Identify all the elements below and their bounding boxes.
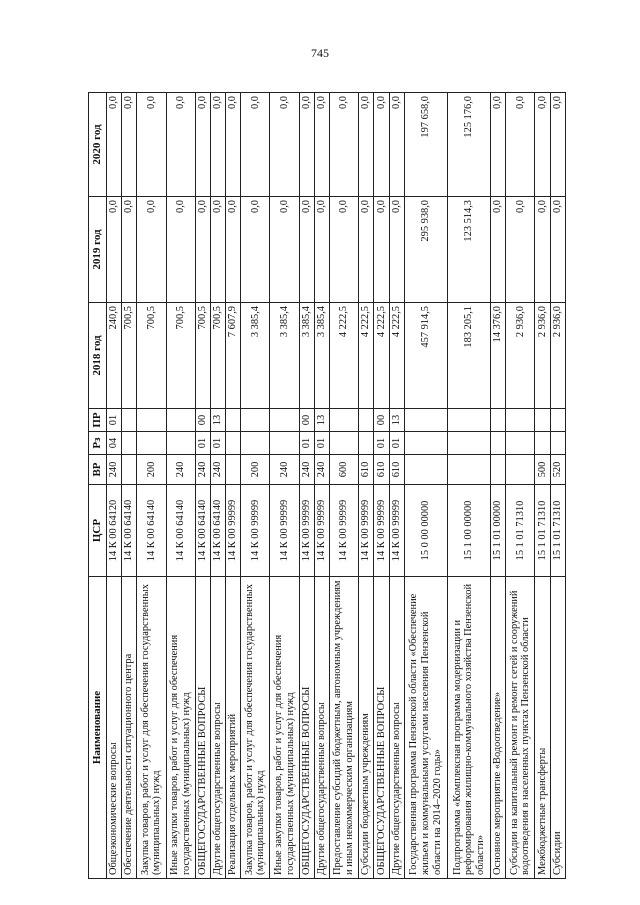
table-row bbox=[491, 93, 506, 879]
cell-2020: 0,0 bbox=[270, 93, 299, 197]
cell-vr: 610 bbox=[359, 455, 374, 485]
cell-rz bbox=[359, 432, 374, 455]
cell-2020: 0,0 bbox=[314, 93, 329, 197]
cell-2019: 0,0 bbox=[270, 197, 299, 303]
cell-2020: 0,0 bbox=[374, 93, 389, 197]
cell-vr: 240 bbox=[270, 455, 299, 485]
cell-csr: 14 К 00 99999 bbox=[330, 485, 359, 577]
cell-pr bbox=[359, 409, 374, 432]
cell-csr: 14 К 00 64120 bbox=[107, 485, 122, 577]
cell-csr: 15 1 01 71310 bbox=[550, 485, 565, 577]
cell-2020: 0,0 bbox=[330, 93, 359, 197]
header-csr: ЦСР bbox=[89, 485, 107, 577]
cell-name: Основное мероприятие «Водоотведение» bbox=[491, 577, 506, 879]
table-row bbox=[359, 93, 374, 879]
cell-rz bbox=[535, 432, 550, 455]
cell-rz: 01 bbox=[314, 432, 329, 455]
cell-name: Субсидии на капитальный ремонт и ремонт сетей и сооружений водоотведения в населенных пунктах Пензенской области bbox=[506, 577, 535, 879]
cell-2019: 0,0 bbox=[330, 197, 359, 303]
cell-2018: 700,5 bbox=[137, 303, 166, 409]
cell-2020: 0,0 bbox=[166, 93, 195, 197]
cell-pr bbox=[447, 409, 490, 432]
cell-2018: 7 607,9 bbox=[226, 303, 241, 409]
cell-csr: 15 0 00 00000 bbox=[404, 485, 447, 577]
cell-2019: 0,0 bbox=[166, 197, 195, 303]
cell-2020: 0,0 bbox=[550, 93, 565, 197]
cell-rz: 01 bbox=[374, 432, 389, 455]
cell-name: Государственная программа Пензенской области «Обеспечение жильем и коммунальными услугами населения Пензенской области на 2014–2020 годы» bbox=[404, 577, 447, 879]
cell-2018: 4 222,5 bbox=[374, 303, 389, 409]
table-row bbox=[447, 93, 490, 879]
table-row bbox=[299, 93, 314, 879]
cell-2020: 0,0 bbox=[195, 93, 210, 197]
cell-vr: 240 bbox=[195, 455, 210, 485]
cell-2018: 700,5 bbox=[122, 303, 137, 409]
cell-2020: 0,0 bbox=[241, 93, 270, 197]
cell-pr bbox=[506, 409, 535, 432]
cell-rz bbox=[241, 432, 270, 455]
cell-rz bbox=[330, 432, 359, 455]
cell-name: Межбюджетные трансферты bbox=[535, 577, 550, 879]
cell-csr: 14 К 00 64140 bbox=[137, 485, 166, 577]
cell-csr: 14 К 00 99999 bbox=[241, 485, 270, 577]
cell-pr bbox=[491, 409, 506, 432]
cell-vr: 610 bbox=[374, 455, 389, 485]
cell-name: Общеэкономические вопросы bbox=[107, 577, 122, 879]
cell-name: Другие общегосударственные вопросы bbox=[389, 577, 404, 879]
cell-2018: 3 385,4 bbox=[314, 303, 329, 409]
cell-csr: 14 К 00 99999 bbox=[226, 485, 241, 577]
table-row bbox=[226, 93, 241, 879]
cell-vr bbox=[447, 455, 490, 485]
cell-pr bbox=[270, 409, 299, 432]
cell-2020: 0,0 bbox=[506, 93, 535, 197]
table-row bbox=[270, 93, 299, 879]
cell-vr: 200 bbox=[137, 455, 166, 485]
table-row bbox=[389, 93, 404, 879]
cell-2019: 0,0 bbox=[374, 197, 389, 303]
header-2019: 2019 год bbox=[89, 197, 107, 303]
header-vr: ВР bbox=[89, 455, 107, 485]
header-rz: Рз bbox=[89, 432, 107, 455]
cell-pr bbox=[226, 409, 241, 432]
table-row bbox=[550, 93, 565, 879]
cell-rz: 01 bbox=[299, 432, 314, 455]
cell-csr: 14 К 00 99999 bbox=[374, 485, 389, 577]
cell-pr bbox=[404, 409, 447, 432]
cell-2020: 0,0 bbox=[535, 93, 550, 197]
cell-pr: 13 bbox=[314, 409, 329, 432]
cell-2019: 0,0 bbox=[122, 197, 137, 303]
cell-name: Субсидии bbox=[550, 577, 565, 879]
cell-2019: 0,0 bbox=[137, 197, 166, 303]
cell-vr: 610 bbox=[389, 455, 404, 485]
cell-pr: 00 bbox=[299, 409, 314, 432]
cell-pr: 00 bbox=[374, 409, 389, 432]
table-body bbox=[107, 93, 566, 879]
table-row bbox=[404, 93, 447, 879]
cell-vr: 240 bbox=[210, 455, 225, 485]
cell-vr bbox=[491, 455, 506, 485]
table-row bbox=[241, 93, 270, 879]
cell-name: Предоставление субсидий бюджетным, автономным учреждениям и иным некоммерческим организациям bbox=[330, 577, 359, 879]
cell-csr: 14 К 00 99999 bbox=[359, 485, 374, 577]
cell-rz bbox=[270, 432, 299, 455]
cell-2019: 0,0 bbox=[491, 197, 506, 303]
cell-name: Иные закупки товаров, работ и услуг для обеспечения государственных (муниципальных) нужд bbox=[270, 577, 299, 879]
cell-pr bbox=[122, 409, 137, 432]
cell-2019: 123 514,3 bbox=[447, 197, 490, 303]
cell-2019: 0,0 bbox=[535, 197, 550, 303]
cell-2019: 0,0 bbox=[299, 197, 314, 303]
cell-rz: 01 bbox=[210, 432, 225, 455]
cell-csr: 14 К 00 99999 bbox=[314, 485, 329, 577]
cell-vr: 600 bbox=[330, 455, 359, 485]
cell-2018: 4 222,5 bbox=[330, 303, 359, 409]
cell-pr: 13 bbox=[210, 409, 225, 432]
cell-2020: 0,0 bbox=[299, 93, 314, 197]
table-row bbox=[195, 93, 210, 879]
cell-rz: 01 bbox=[195, 432, 210, 455]
cell-vr bbox=[122, 455, 137, 485]
cell-name: Закупка товаров, работ и услуг для обеспечения государственных (муниципальных) нужд bbox=[137, 577, 166, 879]
cell-2018: 2 936,0 bbox=[506, 303, 535, 409]
cell-pr: 01 bbox=[107, 409, 122, 432]
cell-2019: 0,0 bbox=[210, 197, 225, 303]
header-pr: ПР bbox=[89, 409, 107, 432]
cell-rz: 01 bbox=[389, 432, 404, 455]
cell-name: ОБЩЕГОСУДАРСТВЕННЫЕ ВОПРОСЫ bbox=[299, 577, 314, 879]
table-row bbox=[137, 93, 166, 879]
cell-rz bbox=[491, 432, 506, 455]
cell-rz bbox=[122, 432, 137, 455]
cell-csr: 14 К 00 99999 bbox=[299, 485, 314, 577]
cell-2019: 0,0 bbox=[314, 197, 329, 303]
cell-2018: 4 222,5 bbox=[389, 303, 404, 409]
table-row bbox=[506, 93, 535, 879]
cell-2019: 0,0 bbox=[550, 197, 565, 303]
cell-2018: 3 385,4 bbox=[299, 303, 314, 409]
cell-vr: 240 bbox=[107, 455, 122, 485]
cell-2018: 700,5 bbox=[166, 303, 195, 409]
cell-pr: 13 bbox=[389, 409, 404, 432]
cell-2019: 0,0 bbox=[195, 197, 210, 303]
cell-2020: 0,0 bbox=[226, 93, 241, 197]
cell-2018: 183 205,1 bbox=[447, 303, 490, 409]
cell-2019: 0,0 bbox=[107, 197, 122, 303]
cell-csr: 15 1 00 00000 bbox=[447, 485, 490, 577]
cell-csr: 14 К 00 64140 bbox=[210, 485, 225, 577]
cell-name: Обеспечение деятельности ситуационного центра bbox=[122, 577, 137, 879]
page-number: 745 bbox=[311, 46, 329, 60]
cell-2019: 0,0 bbox=[226, 197, 241, 303]
cell-name: Реализация отдельных мероприятий bbox=[226, 577, 241, 879]
cell-2020: 0,0 bbox=[491, 93, 506, 197]
rotated-table-container bbox=[88, 93, 566, 879]
cell-2020: 197 658,0 bbox=[404, 93, 447, 197]
cell-pr bbox=[241, 409, 270, 432]
cell-rz bbox=[447, 432, 490, 455]
cell-2018: 3 385,4 bbox=[270, 303, 299, 409]
cell-vr: 500 bbox=[535, 455, 550, 485]
cell-rz bbox=[226, 432, 241, 455]
cell-vr: 240 bbox=[314, 455, 329, 485]
cell-2020: 0,0 bbox=[359, 93, 374, 197]
budget-table bbox=[88, 92, 566, 879]
cell-csr: 14 К 00 64140 bbox=[122, 485, 137, 577]
cell-vr: 200 bbox=[241, 455, 270, 485]
cell-2019: 295 938,0 bbox=[404, 197, 447, 303]
table-row bbox=[535, 93, 550, 879]
cell-rz bbox=[506, 432, 535, 455]
cell-vr bbox=[404, 455, 447, 485]
cell-vr: 520 bbox=[550, 455, 565, 485]
cell-csr: 15 1 01 71310 bbox=[535, 485, 550, 577]
cell-csr: 14 К 00 64140 bbox=[195, 485, 210, 577]
header-2018: 2018 год bbox=[89, 303, 107, 409]
cell-pr bbox=[137, 409, 166, 432]
cell-csr: 15 1 01 00000 bbox=[491, 485, 506, 577]
cell-name: Подпрограмма «Комплексная программа модернизации и реформирования жилищно-коммунального хозяйства Пензенской области» bbox=[447, 577, 490, 879]
cell-2018: 2 936,0 bbox=[550, 303, 565, 409]
cell-csr: 14 К 00 64140 bbox=[166, 485, 195, 577]
cell-name: Другие общегосударственные вопросы bbox=[314, 577, 329, 879]
cell-2020: 0,0 bbox=[122, 93, 137, 197]
cell-name: Субсидии бюджетным учреждениям bbox=[359, 577, 374, 879]
table-row bbox=[374, 93, 389, 879]
cell-2018: 457 914,5 bbox=[404, 303, 447, 409]
cell-pr bbox=[535, 409, 550, 432]
cell-vr: 240 bbox=[166, 455, 195, 485]
cell-csr: 14 К 00 99999 bbox=[389, 485, 404, 577]
cell-csr: 14 К 00 99999 bbox=[270, 485, 299, 577]
cell-vr bbox=[226, 455, 241, 485]
table-row bbox=[314, 93, 329, 879]
cell-rz bbox=[137, 432, 166, 455]
cell-2019: 0,0 bbox=[389, 197, 404, 303]
table-row bbox=[122, 93, 137, 879]
cell-2020: 0,0 bbox=[210, 93, 225, 197]
cell-2019: 0,0 bbox=[359, 197, 374, 303]
header-2020: 2020 год bbox=[89, 93, 107, 197]
cell-2018: 4 222,5 bbox=[359, 303, 374, 409]
cell-name: Закупка товаров, работ и услуг для обеспечения государственных (муниципальных) нужд bbox=[241, 577, 270, 879]
cell-rz bbox=[166, 432, 195, 455]
table-row bbox=[107, 93, 122, 879]
cell-csr: 15 1 01 71310 bbox=[506, 485, 535, 577]
table-row bbox=[330, 93, 359, 879]
cell-pr bbox=[550, 409, 565, 432]
cell-2019: 0,0 bbox=[241, 197, 270, 303]
cell-2020: 0,0 bbox=[107, 93, 122, 197]
table-header-row bbox=[89, 93, 107, 879]
cell-2018: 2 936,0 bbox=[535, 303, 550, 409]
cell-pr bbox=[330, 409, 359, 432]
cell-2018: 700,5 bbox=[210, 303, 225, 409]
cell-name: ОБЩЕГОСУДАРСТВЕННЫЕ ВОПРОСЫ bbox=[374, 577, 389, 879]
cell-vr: 240 bbox=[299, 455, 314, 485]
cell-2018: 3 385,4 bbox=[241, 303, 270, 409]
cell-2018: 240,0 bbox=[107, 303, 122, 409]
cell-rz bbox=[404, 432, 447, 455]
cell-rz bbox=[550, 432, 565, 455]
cell-2018: 14 376,0 bbox=[491, 303, 506, 409]
cell-name: ОБЩЕГОСУДАРСТВЕННЫЕ ВОПРОСЫ bbox=[195, 577, 210, 879]
cell-rz: 04 bbox=[107, 432, 122, 455]
table-row bbox=[210, 93, 225, 879]
cell-2020: 0,0 bbox=[137, 93, 166, 197]
cell-2020: 125 176,0 bbox=[447, 93, 490, 197]
table-row bbox=[166, 93, 195, 879]
cell-pr: 00 bbox=[195, 409, 210, 432]
cell-name: Другие общегосударственные вопросы bbox=[210, 577, 225, 879]
cell-pr bbox=[166, 409, 195, 432]
cell-vr bbox=[506, 455, 535, 485]
cell-name: Иные закупки товаров, работ и услуг для обеспечения государственных (муниципальных) нужд bbox=[166, 577, 195, 879]
cell-2019: 0,0 bbox=[506, 197, 535, 303]
cell-2020: 0,0 bbox=[389, 93, 404, 197]
header-name: Наименование bbox=[89, 577, 107, 879]
cell-2018: 700,5 bbox=[195, 303, 210, 409]
